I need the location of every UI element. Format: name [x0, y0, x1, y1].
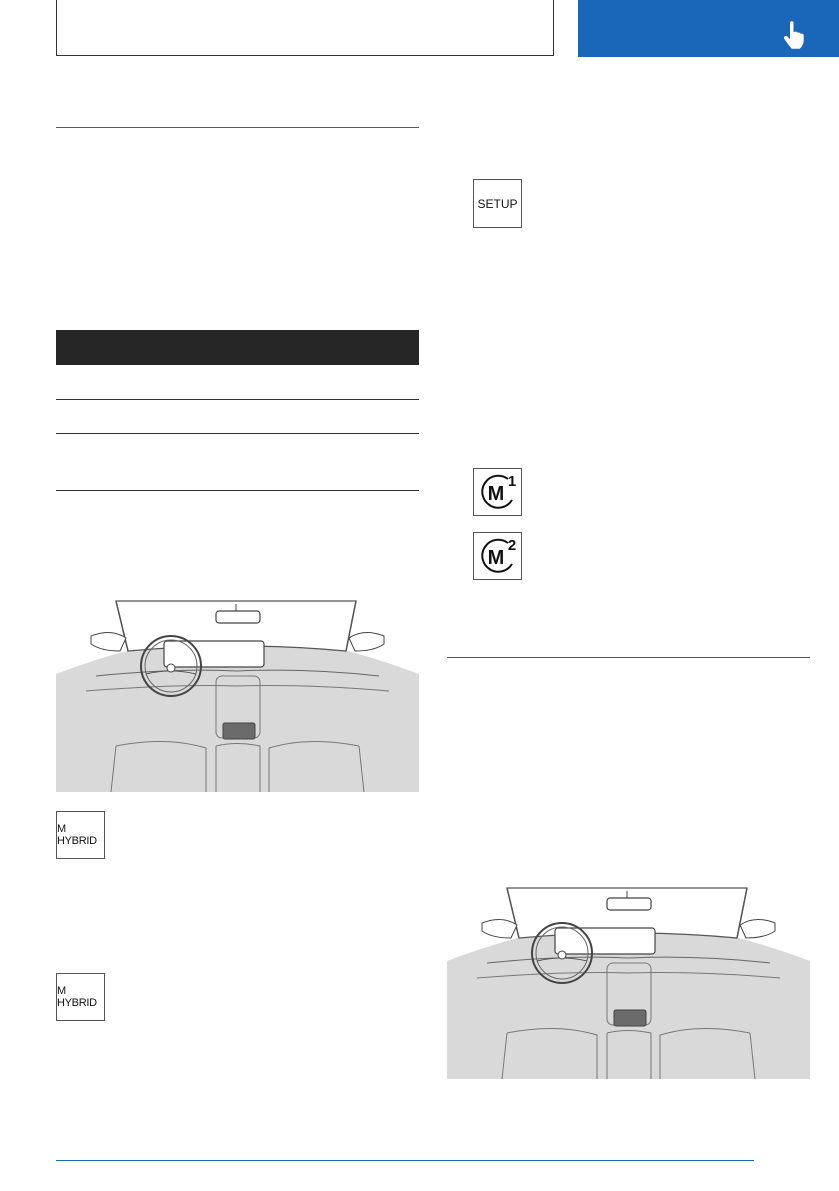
m-hybrid-label: M HYBRID: [57, 985, 97, 1009]
memory-letter: M: [487, 547, 504, 569]
memory-letter: M: [487, 483, 504, 505]
setup-label: SETUP: [477, 196, 518, 211]
table-row: [56, 490, 419, 491]
section-divider: [56, 127, 419, 128]
pointing-hand-icon: [781, 20, 807, 50]
memory-number: 1: [507, 473, 516, 490]
table-row: [56, 433, 419, 434]
m-hybrid-button[interactable]: [56, 973, 105, 1021]
m-hybrid-button[interactable]: [56, 811, 105, 859]
setup-button[interactable]: [473, 179, 522, 228]
memory-1-button[interactable]: [473, 468, 522, 516]
table-header: [56, 330, 419, 365]
m-hybrid-label: M HYBRID: [57, 823, 97, 847]
memory-1-icon: [478, 472, 518, 512]
footer-divider: [56, 1160, 754, 1161]
memory-2-button[interactable]: [473, 532, 522, 580]
vehicle-cockpit-illustration: [56, 596, 419, 792]
section-tab[interactable]: [578, 0, 839, 57]
section-divider: [447, 657, 810, 658]
memory-number: 2: [507, 537, 516, 554]
header-box: [56, 0, 554, 56]
memory-2-icon: [478, 536, 518, 576]
vehicle-cockpit-illustration: [447, 883, 810, 1079]
table-row: [56, 399, 419, 400]
